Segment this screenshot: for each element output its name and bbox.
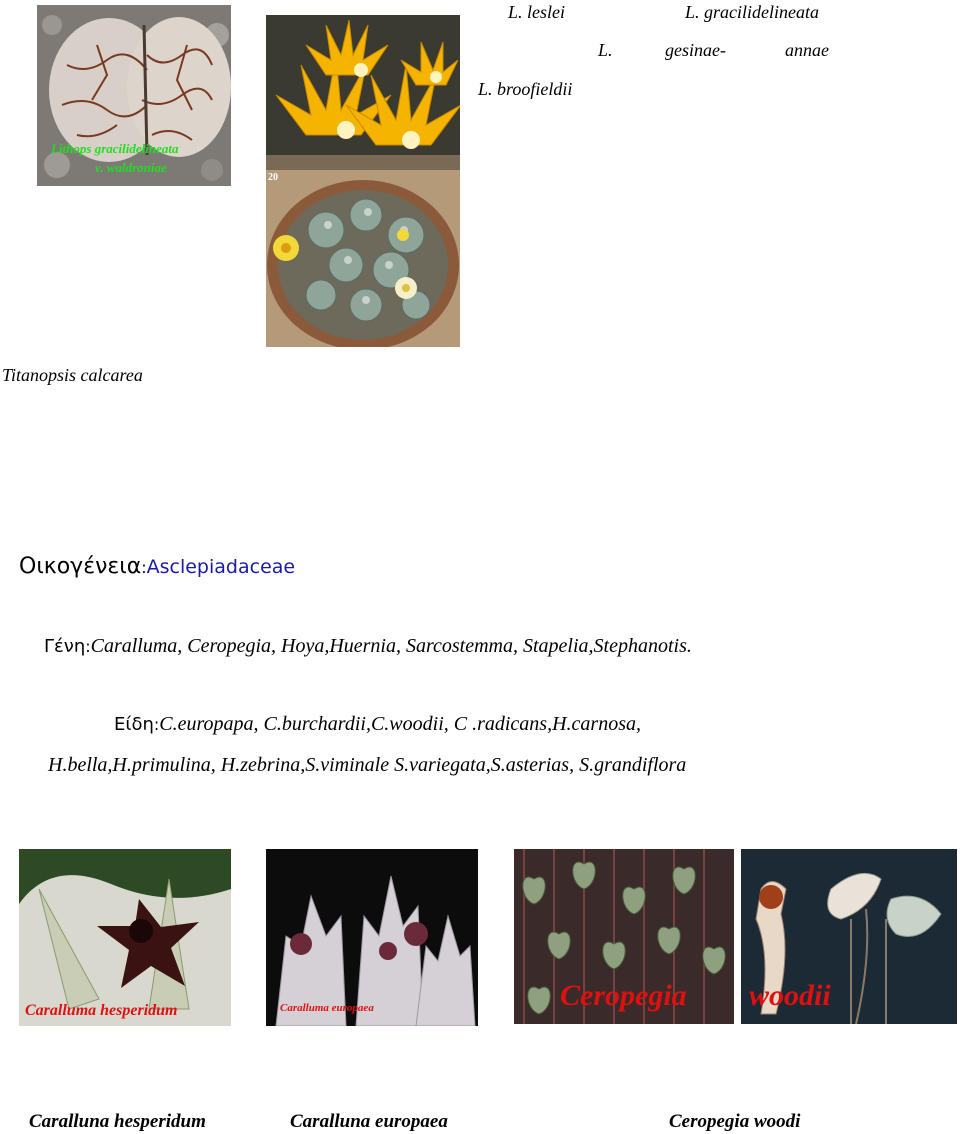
label-gesinae-part2: gesinae- <box>665 40 726 60</box>
caption-ceropegia-woodi: Ceropegia woodi <box>669 1111 801 1132</box>
family-value: Asclepiadaceae <box>146 556 296 578</box>
caralluma-europaea-photo-caption: Caralluma europaea <box>280 1002 374 1014</box>
genera-value: Caralluma, Ceropegia, Hoya,Huernia, Sarcostemma, Stapelia,Stephanotis. <box>90 635 692 657</box>
titanopsis-photo <box>266 170 460 347</box>
label-gesinae-part3: annae <box>785 40 829 60</box>
genera-line <box>44 635 692 658</box>
family-label: Οικογένεια <box>19 554 142 579</box>
species-separator: : <box>153 715 160 734</box>
genera-label: Γένη <box>44 636 86 657</box>
caralluma-hesperidum-photo <box>19 849 231 1026</box>
titanopsis-caption: Titanopsis calcarea <box>2 365 143 385</box>
lithops-photo <box>37 5 231 186</box>
family-line <box>19 553 295 580</box>
caption-caralluna-europaea: Caralluna europaea <box>290 1111 448 1132</box>
caralluma-europaea-photo <box>266 849 478 1026</box>
label-broofieldii: L. broofieldii <box>478 79 573 99</box>
ceropegia-photo-caption-part1: Ceropegia <box>560 979 687 1012</box>
species-line1 <box>114 713 641 736</box>
label-leslei: L. leslei <box>508 2 565 22</box>
label-gracilidelineata: L. gracilidelineata <box>685 2 819 22</box>
caralluma-hesperidum-photo-caption: Caralluma hesperidum <box>25 1002 178 1019</box>
ceropegia-flower-photo <box>741 849 957 1024</box>
species-line2: H.bella,H.primulina, H.zebrina,S.viminale S.variegata,S.asterias, S.grandiflora <box>48 754 687 776</box>
ceropegia-leaves-photo <box>514 849 734 1024</box>
family-separator: : <box>141 558 147 577</box>
genera-separator: : <box>85 637 91 656</box>
species-line1-text: C.europapa, C.burchardii,C.woodii, C .radicans,H.carnosa, <box>159 713 641 735</box>
label-gesinae-part1: L. <box>598 40 613 60</box>
caption-caralluna-hesperidum: Caralluna hesperidum <box>29 1111 206 1132</box>
species-label: Είδη <box>114 714 154 735</box>
lithops-caption-line1: Lithops gracilidelineata <box>51 141 179 156</box>
ceropegia-photo-caption-part2: woodii <box>749 979 831 1012</box>
yellow-flowers-photo <box>266 15 460 172</box>
lithops-caption-line2: v. waldroniae <box>95 160 167 175</box>
titanopsis-photo-number: 20 <box>268 172 278 183</box>
